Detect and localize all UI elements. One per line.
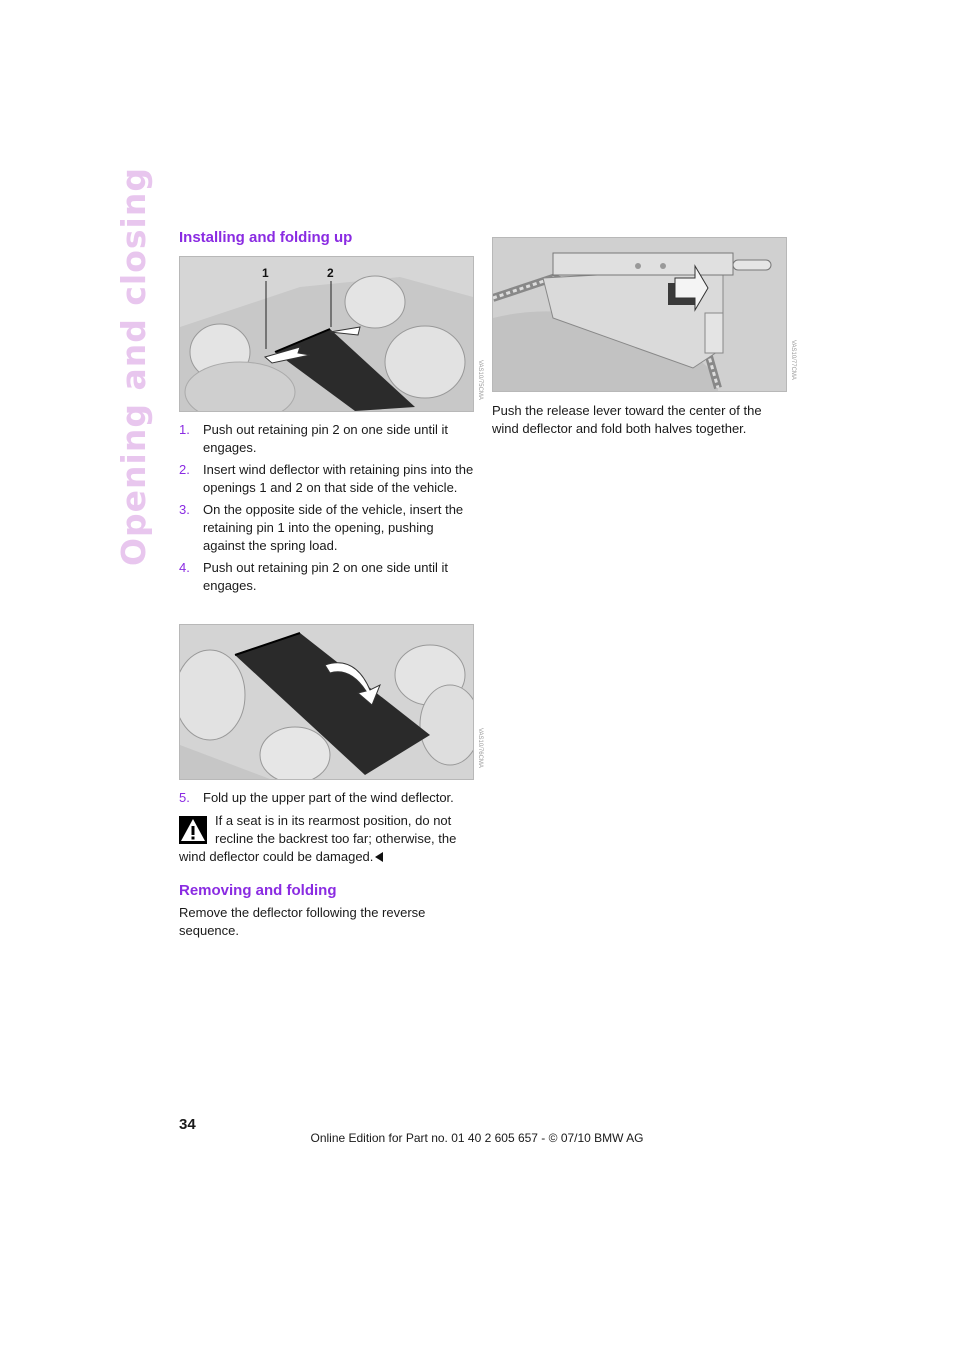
figure-fold-up-illustration xyxy=(180,625,473,779)
fold-step xyxy=(179,789,479,811)
heading-removing: Removing and folding xyxy=(179,882,337,899)
footer-text: Online Edition for Part no. 01 40 2 605 657 - © 07/10 BMW AG xyxy=(310,1131,644,1145)
figure-release-lever xyxy=(492,237,787,392)
figure-install xyxy=(179,256,474,412)
list-item: 4. Push out retaining pin 2 on one side until it engages. xyxy=(179,560,449,593)
list-item: 2. Insert wind deflector with retaining pins into the openings 1 and 2 on that side of the vehicle. xyxy=(179,462,474,495)
figure-release-lever-code: VAS10/77CMA xyxy=(790,340,796,380)
warning-icon xyxy=(179,816,207,844)
list-item: 5. Fold up the upper part of the wind deflector. xyxy=(179,790,454,805)
warning-note: If a seat is in its rearmost position, do not recline the backrest too far; otherwise, the wind deflector could be damaged. xyxy=(179,813,457,864)
remove-text: Remove the deflector following the reverse sequence. xyxy=(179,905,426,938)
heading-installing: Installing and folding up xyxy=(179,229,353,246)
end-mark-icon xyxy=(375,852,383,862)
figure-fold-up-code: VAS10/76CMA xyxy=(477,728,483,768)
figure-label-1: 1 xyxy=(262,266,269,280)
release-text: Push the release lever toward the center of the wind deflector and fold both halves together. xyxy=(492,403,762,436)
list-item: 1. Push out retaining pin 2 on one side until it engages. xyxy=(179,422,449,455)
install-steps xyxy=(179,421,479,599)
page-number: 34 xyxy=(179,1116,196,1133)
figure-install-code: VAS10/75CMA xyxy=(477,360,483,400)
figure-install-illustration xyxy=(180,257,473,411)
section-side-title: Opening and closing xyxy=(114,167,153,566)
figure-release-lever-illustration xyxy=(493,238,786,391)
figure-fold-up xyxy=(179,624,474,780)
figure-label-2: 2 xyxy=(327,266,334,280)
list-item: 3. On the opposite side of the vehicle, insert the retaining pin 1 into the opening, pushing against the spring load. xyxy=(179,502,464,553)
